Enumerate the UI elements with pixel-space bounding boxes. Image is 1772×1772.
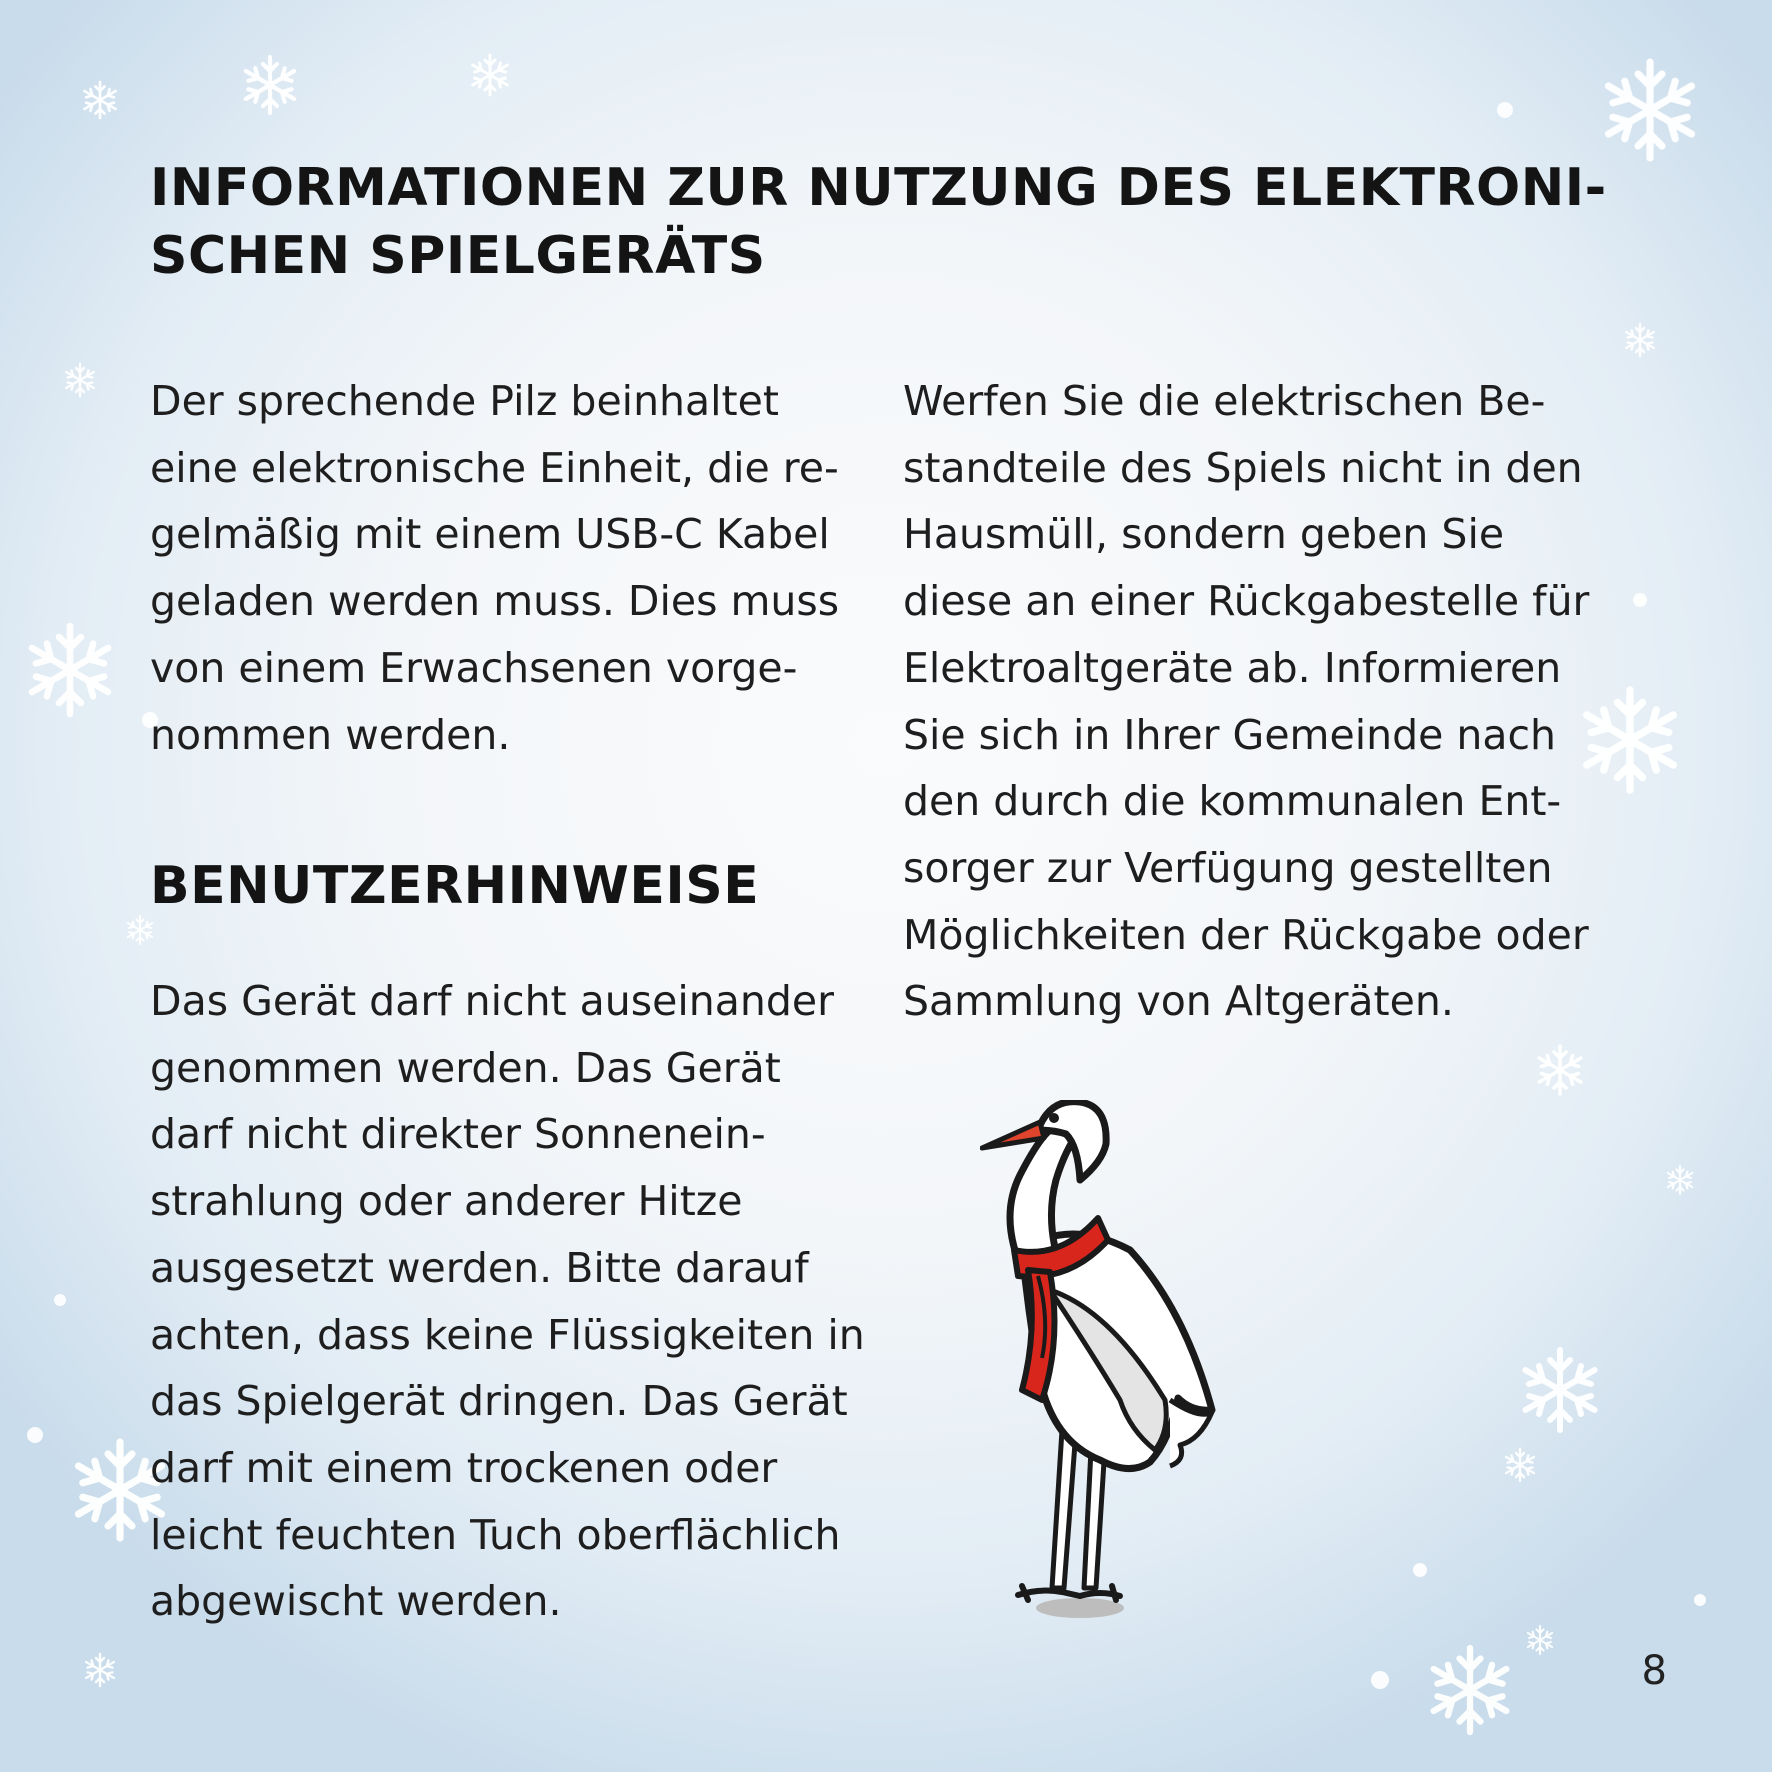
text-line: nommen werden. bbox=[150, 710, 511, 759]
text-line: genommen werden. Das Gerät bbox=[150, 1043, 781, 1092]
text-line: standteile des Spiels nicht in den bbox=[903, 443, 1583, 492]
text-line: Möglichkeiten der Rückgabe oder bbox=[903, 910, 1589, 959]
page-title bbox=[150, 154, 1610, 290]
text-line: Sammlung von Altgeräten. bbox=[903, 977, 1454, 1026]
crane-illustration bbox=[980, 1100, 1320, 1640]
text-line: Werfen Sie die elektrischen Be- bbox=[903, 377, 1546, 425]
page-number: 8 bbox=[1641, 1648, 1667, 1694]
text-line: den durch die kommunalen Ent- bbox=[903, 777, 1562, 826]
text-line: Hausmüll, sondern geben Sie bbox=[903, 510, 1505, 559]
text-line: eine elektronische Einheit, die re- bbox=[150, 443, 839, 492]
text-line: geladen werden muss. Dies muss bbox=[150, 577, 840, 626]
text-line: darf mit einem trockenen oder bbox=[150, 1443, 778, 1492]
text-line: das Spielgerät dringen. Das Gerät bbox=[150, 1377, 848, 1426]
text-line: strahlung oder anderer Hitze bbox=[150, 1177, 743, 1226]
title-line: SCHEN SPIELGERÄTS bbox=[150, 226, 766, 286]
text-line: Elektroaltgeräte ab. Informieren bbox=[903, 643, 1562, 692]
title-line: INFORMATIONEN ZUR NUTZUNG DES ELEKTRONI- bbox=[150, 158, 1607, 218]
text-line: Der sprechende Pilz beinhaltet bbox=[150, 377, 779, 425]
text-line: gelmäßig mit einem USB-C Kabel bbox=[150, 510, 830, 559]
section-heading: BENUTZERHINWEISE bbox=[150, 856, 760, 916]
text-line: sorger zur Verfügung gestellten bbox=[903, 843, 1553, 892]
text-line: diese an einer Rückgabestelle für bbox=[903, 577, 1590, 626]
text-line: Das Gerät darf nicht auseinander bbox=[150, 977, 834, 1025]
text-line: von einem Erwachsenen vorge- bbox=[150, 643, 798, 692]
text-line: ausgesetzt werden. Bitte darauf bbox=[150, 1243, 809, 1292]
text-line: abgewischt werden. bbox=[150, 1577, 562, 1626]
crane-shadow bbox=[1036, 1598, 1124, 1618]
crane-leg bbox=[1052, 1430, 1076, 1588]
text-line: darf nicht direkter Sonnenein- bbox=[150, 1110, 766, 1159]
charging-paragraph bbox=[150, 368, 839, 768]
usage-notes-paragraph bbox=[150, 968, 865, 1635]
text-line: achten, dass keine Flüssigkeiten in bbox=[150, 1310, 865, 1359]
disposal-paragraph bbox=[903, 368, 1589, 1035]
text-line: Sie sich in Ihrer Gemeinde nach bbox=[903, 710, 1556, 759]
crane-eye bbox=[1049, 1113, 1059, 1123]
text-line: leicht feuchten Tuch oberflächlich bbox=[150, 1510, 841, 1559]
